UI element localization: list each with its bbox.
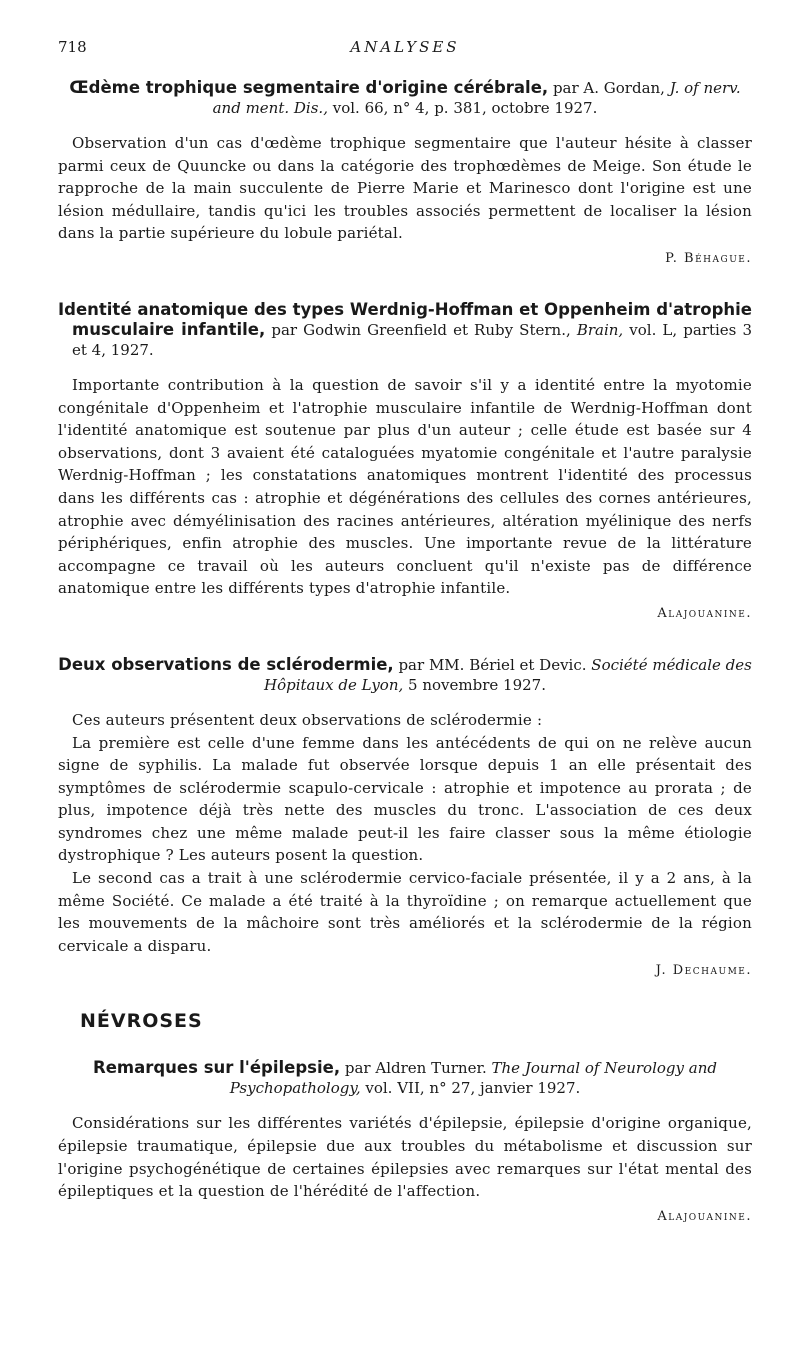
abstract-title: Deux observations de sclérodermie, — [58, 654, 394, 674]
abstract-paragraph: La première est celle d'une femme dans les antécédents de qui on ne relève aucun signe de syphilis. La malade fut observée lorsque depuis 1 an elle présentait des symptômes de sclérodermie scapulo-cervicale : atrophie et impotence au prorata ; de plus, impotence déjà très nette des muscles du tronc. L'association de ces deux syndromes chez une même malade peut-il les faire classer sous la même étiologie dystrophique ? Les auteurs posent la question. — [58, 733, 752, 865]
abstract-signature: Alajouanine. — [657, 1208, 752, 1224]
page-number: 718 — [58, 38, 87, 56]
abstract-heading — [58, 78, 752, 118]
abstract-heading — [58, 300, 752, 360]
abstract-authors: par Aldren Turner. — [340, 1059, 492, 1078]
abstract-werdnig-hoffman — [58, 300, 752, 621]
abstract-authors: par Godwin Greenfield et Ruby Stern., — [265, 320, 577, 339]
abstract-body — [58, 132, 752, 245]
abstract-body — [58, 709, 752, 958]
abstract-title: Œdème trophique segmentaire d'origine cérébrale, — [69, 78, 549, 97]
abstract-reference: 5 novembre 1927. — [403, 675, 546, 694]
abstract-heading — [58, 655, 752, 695]
abstract-reference: vol. VII, n° 27, janvier 1927. — [360, 1079, 581, 1098]
abstract-paragraph: Importante contribution à la question de savoir s'il y a identité entre la myotomie congénitale d'Oppenheim et l'atrophie musculaire infantile de Werdnig-Hoffman dont l'identité anatomique est soutenue par plus d'un auteur ; celle étude est basée sur 4 observations, dont 3 avaient été cataloguées myatomie congénitale et l'autre paralysie Werdnig-Hoffman ; les constatations anatomiques montrent l'identité des processus dans les différents cas : atrophie et dégénérations des cellules des cornes antérieures, atrophie avec démyélinisation des racines antérieures, altération myélinique des nerfs périphériques, enfin atrophie des muscles. Une importante revue de la littérature accompagne ce travail où les auteurs concluent qu'il n'existe pas de différence anatomique entre les différents types d'atrophie infantile. — [58, 375, 752, 598]
abstract-title: Identité anatomique des types Werdnig-Hoffman et Oppenheim d'atrophie musculaire infantile, — [58, 299, 752, 339]
abstract-paragraph: Le second cas a trait à une sclérodermie cervico-faciale présentée, il y a 2 ans, à la même Société. Ce malade a été traité à la thyroïdine ; on remarque actuellement que les mouvements de la mâchoire sont très améliorés et la sclérodermie de la région cervicale a disparu. — [58, 869, 752, 955]
abstract-journal: Société médicale des Hôpitaux de Lyon, — [264, 655, 752, 694]
section-heading: NÉVROSES — [80, 1010, 203, 1033]
abstract-reference: vol. 66, n° 4, p. 381, octobre 1927. — [327, 99, 598, 117]
abstract-body — [58, 374, 752, 600]
abstract-authors: par A. Gordan, — [548, 79, 670, 97]
abstract-paragraph: Ces auteurs présentent deux observations de sclérodermie : — [72, 710, 543, 729]
abstract-sclerodermie — [58, 655, 752, 979]
document-page — [58, 38, 752, 1224]
abstract-signature: J. Dechaume. — [655, 963, 752, 979]
abstract-epilepsie — [58, 1058, 752, 1223]
abstract-reference: vol. L, parties 3 et 4, 1927. — [72, 320, 752, 359]
running-head — [58, 38, 752, 62]
abstract-oedeme — [58, 78, 752, 266]
abstract-signature: P. Béhague. — [665, 250, 752, 266]
abstract-authors: par MM. Bériel et Devic. — [393, 655, 592, 674]
abstract-heading — [58, 1058, 752, 1098]
abstract-journal: Brain, — [576, 320, 624, 339]
abstract-journal: J. of nerv. and ment. Dis., — [212, 79, 741, 117]
abstract-signature: Alajouanine. — [657, 605, 752, 621]
abstract-paragraph: Considérations sur les différentes variétés d'épilepsie, épilepsie d'origine organique, épilepsie traumatique, épilepsie due aux troubles du métabolisme et discussion sur l'origine psychogénétique de certaines épilepsies avec remarques sur l'état mental des épileptiques et la question de l'hérédité de l'affection. — [58, 1114, 752, 1201]
abstract-journal: The Journal of Neurology and Psychopathology, — [229, 1059, 717, 1098]
abstract-body — [58, 1112, 752, 1202]
abstract-title: Remarques sur l'épilepsie, — [93, 1058, 341, 1078]
running-title: ANALYSES — [350, 38, 460, 56]
abstract-paragraph: Observation d'un cas d'œdème trophique segmentaire que l'auteur hésite à classer parmi ceux de Quuncke ou dans la catégorie des trophœdèmes de Meige. Son étude le rapproche de la main succulente de Pierre Marie et Marinesco dont l'origine est une lésion médullaire, tandis qu'ici les troubles associés permettent de localiser la lésion dans la partie supérieure du lobule pariétal. — [58, 134, 752, 243]
